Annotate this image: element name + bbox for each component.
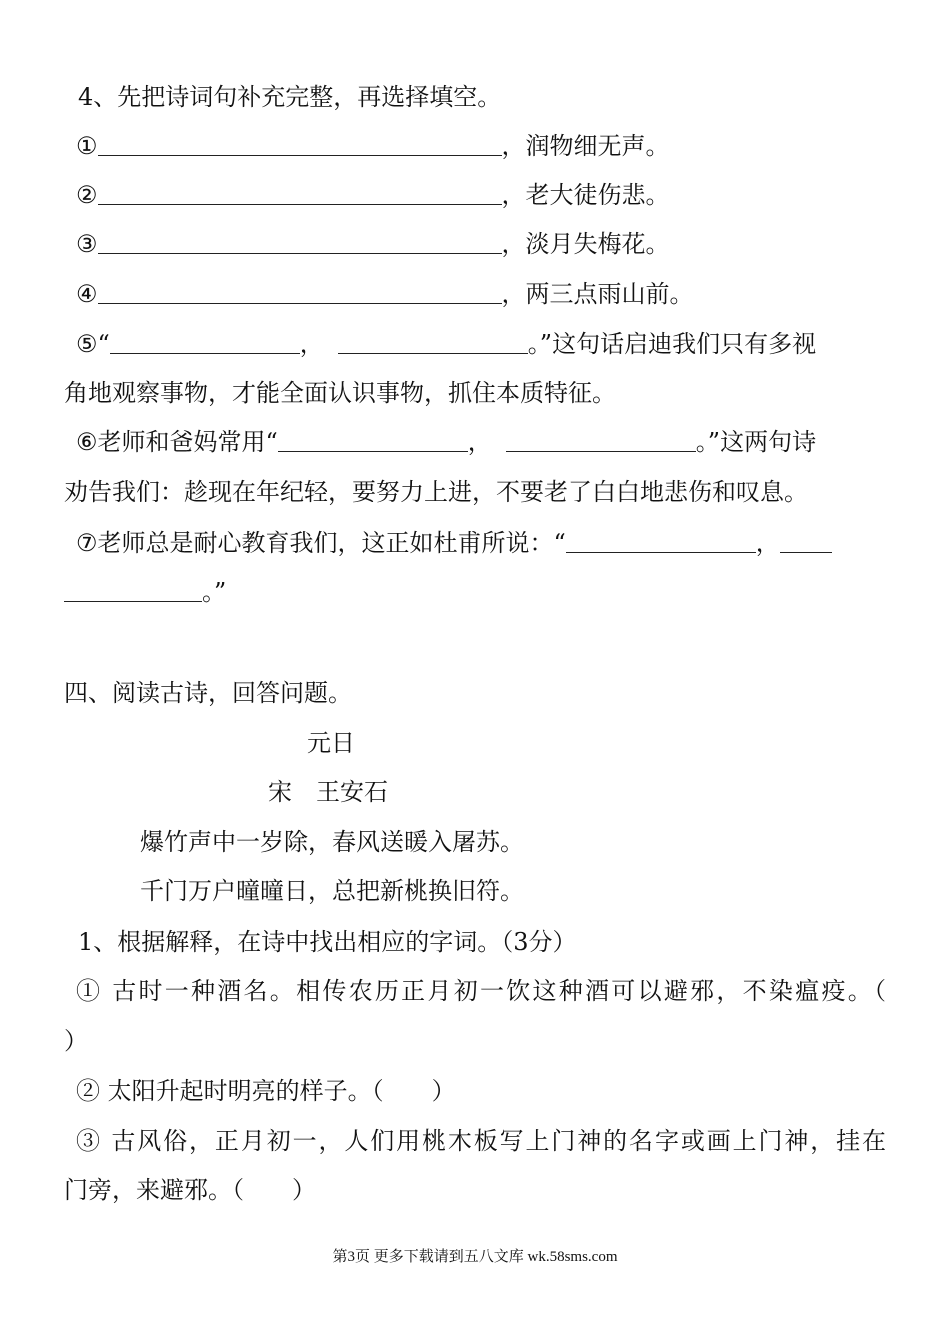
- blank-1[interactable]: [98, 133, 502, 156]
- s4-q1-item-1-wrap: ）: [64, 1027, 88, 1055]
- s4-q1-item-3: [76, 1126, 886, 1156]
- item-number: ③: [76, 230, 98, 258]
- q4-item-1: [76, 131, 898, 161]
- item-tail: 。”这两句诗: [695, 428, 817, 456]
- open-quote: “: [97, 330, 110, 358]
- item-number: ④: [76, 280, 98, 308]
- comma: ，: [299, 330, 324, 358]
- q4-item-7: [76, 528, 886, 558]
- blank-7b-start[interactable]: [780, 530, 832, 553]
- item-tail: ，两三点雨山前。: [501, 280, 694, 308]
- blank-3[interactable]: [98, 231, 502, 254]
- q4-item-3: [76, 229, 898, 259]
- item-tail: 。”这句话启迪我们只有多视: [527, 330, 817, 358]
- s4-q1-title: 1、根据解释，在诗中找出相应的字词。（3分）: [78, 928, 577, 956]
- page-footer: 第3页 更多下载请到五八文库 wk.58sms.com: [332, 1249, 618, 1265]
- item-lead: 老师和爸妈常用“: [97, 428, 278, 456]
- item-tail: ，淡月失梅花。: [501, 230, 670, 258]
- item-lead: 老师总是耐心教育我们，这正如杜甫所说：“: [97, 529, 566, 557]
- q4-item-7-line2: [64, 577, 886, 607]
- q4-item-5: [76, 329, 886, 359]
- comma: ，: [755, 529, 780, 557]
- item-number: ⑤: [76, 330, 98, 358]
- poem-line-2: 千门万户曈曈日，总把新桃换旧符。: [140, 877, 524, 905]
- comma: ，: [467, 428, 492, 456]
- s4-q1-item-3-wrap: 门旁，来避邪。（ ）: [64, 1176, 316, 1204]
- blank-4[interactable]: [98, 281, 502, 304]
- blank-7a[interactable]: [566, 530, 756, 553]
- item-number: ①: [76, 132, 98, 160]
- s4-q1-item-1: [76, 976, 886, 1006]
- item-number: ③: [76, 1127, 102, 1155]
- item-text: 太阳升起时明亮的样子。（ ）: [107, 1077, 456, 1105]
- q4-item-4: [76, 279, 898, 309]
- blank-6a[interactable]: [278, 429, 468, 452]
- item-text: 古时一种酒名。相传农历正月初一饮这种酒可以避邪，不染瘟疫。（: [112, 977, 887, 1005]
- item-tail: ，润物细无声。: [501, 132, 670, 160]
- q4-item-5-line2: 角地观察事物，才能全面认识事物，抓住本质特征。: [64, 379, 616, 407]
- blank-5b[interactable]: [338, 331, 528, 354]
- poem-author: 宋 王安石: [268, 778, 388, 806]
- q4-item-6: [76, 427, 886, 457]
- item-tail: 。”: [202, 578, 227, 606]
- blank-5a[interactable]: [110, 331, 300, 354]
- section-4-title: 四、阅读古诗，回答问题。: [64, 679, 352, 707]
- item-number: ②: [76, 181, 98, 209]
- poem-title: 元日: [307, 729, 355, 757]
- q4-item-6-line2: 劝告我们：趁现在年纪轻，要努力上进，不要老了白白地悲伤和叹息。: [64, 478, 808, 506]
- blank-6b[interactable]: [506, 429, 696, 452]
- q4-title: 4、先把诗词句补充完整，再选择填空。: [78, 83, 502, 111]
- item-tail: ，老大徒伤悲。: [501, 181, 670, 209]
- blank-2[interactable]: [98, 182, 502, 205]
- poem-line-1: 爆竹声中一岁除，春风送暖入屠苏。: [140, 828, 524, 856]
- q4-item-2: [76, 180, 898, 210]
- s4-q1-item-2: [76, 1076, 898, 1106]
- item-number: ⑦: [76, 529, 98, 557]
- blank-7b-end[interactable]: [64, 579, 202, 602]
- item-number: ⑥: [76, 428, 98, 456]
- item-number: ①: [76, 977, 103, 1005]
- item-number: ②: [76, 1077, 100, 1105]
- item-text: 古风俗，正月初一，人们用桃木板写上门神的名字或画上门神，挂在: [111, 1127, 886, 1155]
